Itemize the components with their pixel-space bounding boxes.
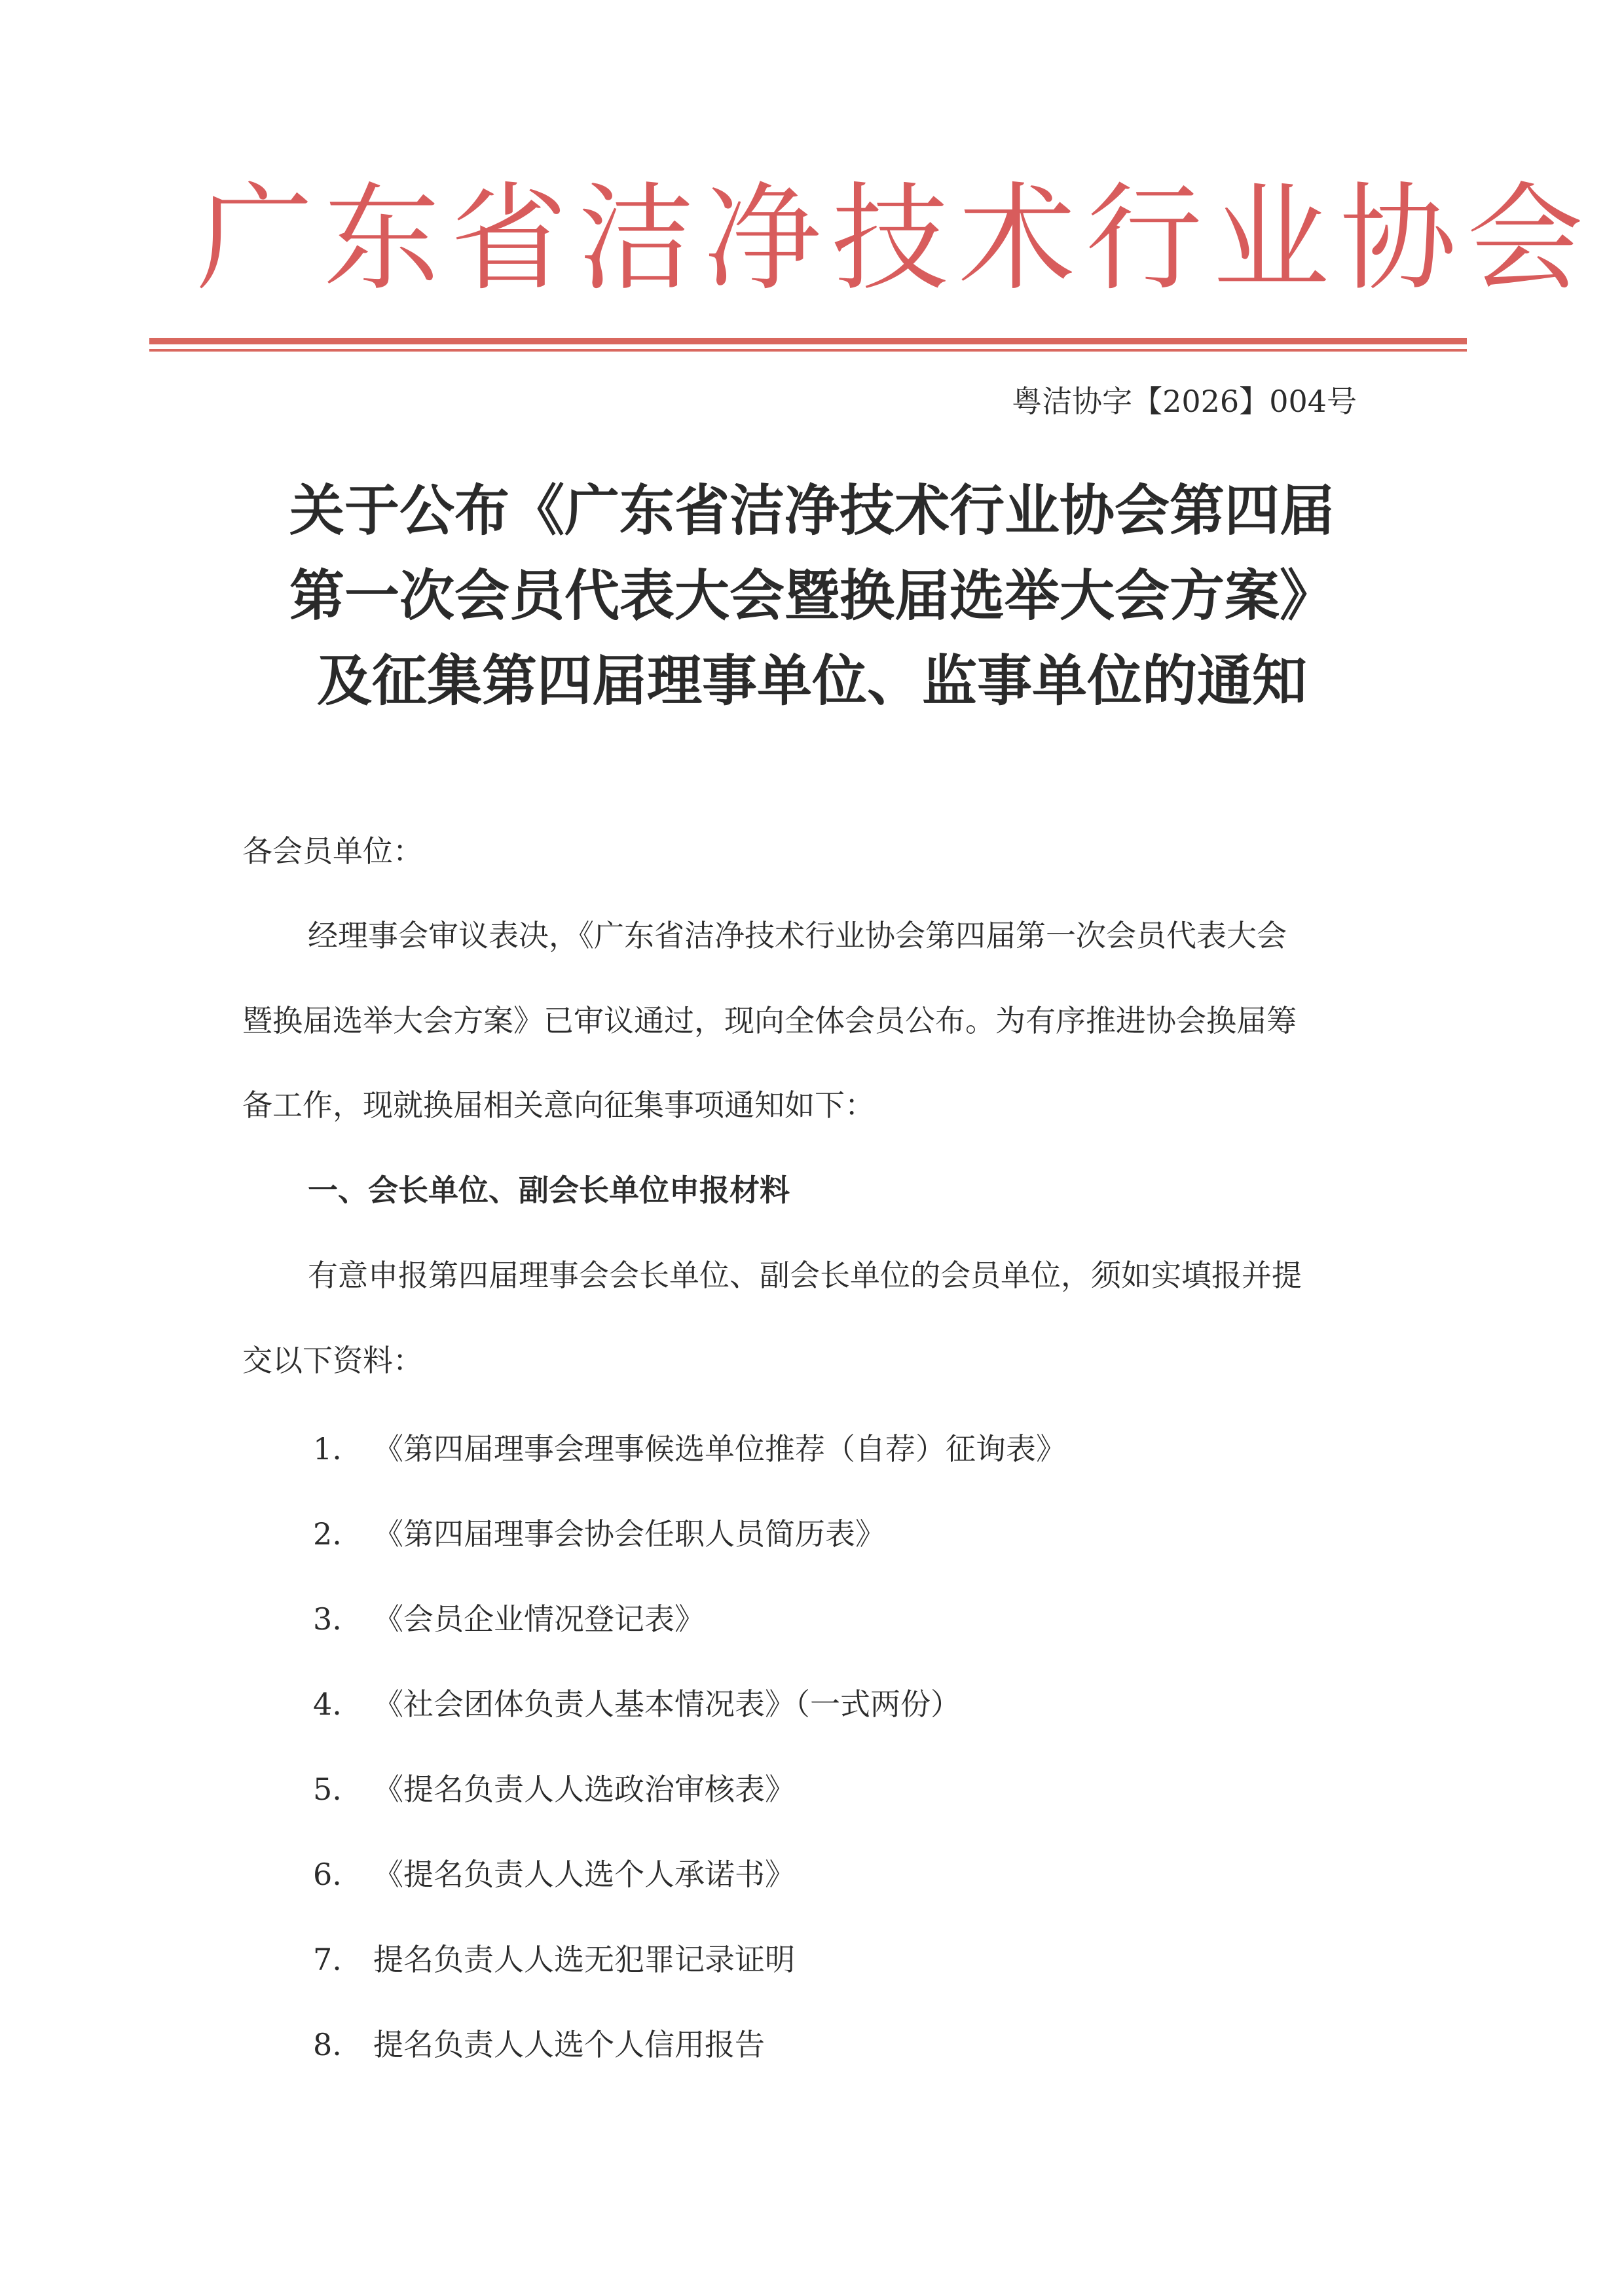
material-item-number: 4. [313, 1686, 342, 1722]
paragraph-1-line-2: 暨换届选举大会方案》已审议通过，现向全体会员公布。为有序推进协会换届筹 [242, 1003, 1297, 1038]
letterhead-org-name: 广东省洁净技术行业协会 [196, 171, 1594, 306]
document-number: 粤洁协字【2026】004号 [1012, 384, 1357, 419]
material-item-1 [313, 1424, 1066, 1474]
material-item-text: 提名负责人人选个人信用报告 [373, 2027, 765, 2062]
material-item-4 [313, 1679, 961, 1729]
letterhead-rule-thick [149, 338, 1467, 344]
document-title-line-2: 第一次会员代表大会暨换届选举大会方案》 [289, 564, 1335, 628]
material-item-number: 7. [313, 1942, 342, 1977]
material-item-text: 《社会团体负责人基本情况表》（一式两份） [373, 1686, 961, 1722]
material-item-number: 1. [313, 1431, 342, 1467]
material-item-7 [313, 1935, 795, 1984]
material-item-2 [313, 1509, 885, 1559]
material-item-number: 8. [313, 2027, 342, 2062]
material-item-text: 提名负责人人选无犯罪记录证明 [373, 1942, 795, 1977]
material-item-text: 《提名负责人人选政治审核表》 [373, 1772, 795, 1807]
paragraph-2-line-1: 有意申报第四届理事会会长单位、副会长单位的会员单位，须如实填报并提 [308, 1258, 1302, 1293]
document-title-line-3: 及征集第四届理事单位、监事单位的通知 [316, 649, 1307, 713]
material-item-6 [313, 1850, 795, 1899]
letterhead-rule-thin [149, 349, 1467, 352]
material-item-text: 《第四届理事会理事候选单位推荐（自荐）征询表》 [373, 1431, 1066, 1467]
material-item-text: 《会员企业情况登记表》 [373, 1601, 705, 1637]
paragraph-1-line-1: 经理事会审议表决，《广东省洁净技术行业协会第四届第一次会员代表大会 [308, 918, 1287, 953]
material-item-text: 《第四届理事会协会任职人员简历表》 [373, 1516, 885, 1552]
material-item-number: 2. [313, 1516, 342, 1552]
salutation: 各会员单位： [242, 833, 423, 869]
paragraph-1-line-3: 备工作，现就换届相关意向征集事项通知如下： [242, 1087, 875, 1123]
document-title-line-1: 关于公布《广东省洁净技术行业协会第四届 [289, 479, 1335, 543]
material-item-text: 《提名负责人人选个人承诺书》 [373, 1857, 795, 1892]
material-item-5 [313, 1764, 795, 1814]
material-item-number: 3. [313, 1601, 342, 1637]
material-item-number: 6. [313, 1857, 342, 1892]
material-item-number: 5. [313, 1772, 342, 1807]
paragraph-2-line-2: 交以下资料： [242, 1343, 423, 1378]
material-item-3 [313, 1594, 705, 1644]
material-item-8 [313, 2020, 765, 2069]
document-title [223, 468, 1401, 723]
section-1-heading: 一、会长单位、副会长单位申报材料 [308, 1173, 790, 1208]
